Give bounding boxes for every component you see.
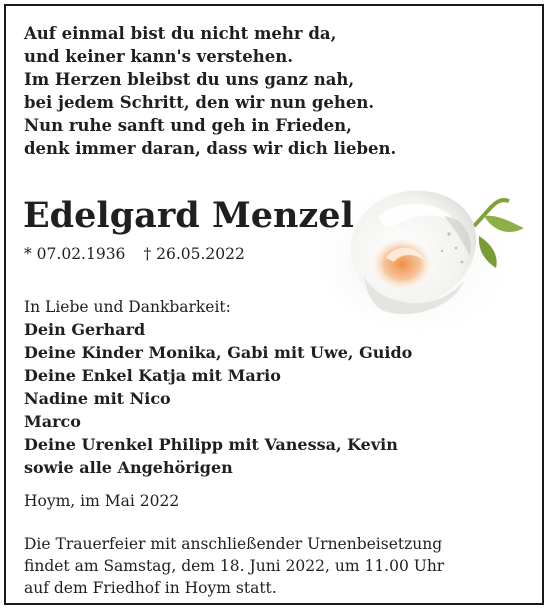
- white-rose-icon: [324, 156, 534, 334]
- poem-line: bei jedem Schritt, den wir nun gehen.: [24, 93, 375, 112]
- mourner-line: sowie alle Angehörigen: [24, 458, 233, 477]
- poem-line: denk immer daran, dass wir dich lieben.: [24, 139, 397, 158]
- deceased-name: Edelgard Menzel: [23, 195, 354, 236]
- service-notice: [24, 533, 444, 599]
- death-date: † 26.05.2022: [143, 245, 245, 263]
- life-dates: [24, 244, 245, 264]
- birth-date: * 07.02.1936: [24, 245, 126, 263]
- obituary-card: [4, 4, 544, 605]
- mourner-line: Deine Enkel Katja mit Mario: [24, 366, 281, 385]
- service-line: auf dem Friedhof in Hoym statt.: [24, 579, 277, 597]
- mourner-line: Marco: [24, 412, 81, 431]
- mourner-line: Nadine mit Nico: [24, 389, 171, 408]
- mourner-line: Deine Urenkel Philipp mit Vanessa, Kevin: [24, 435, 398, 454]
- poem-line: Nun ruhe sanft und geh in Frieden,: [24, 116, 352, 135]
- poem-line: und keiner kann's verstehen.: [24, 47, 294, 66]
- place-date: Hoym, im Mai 2022: [24, 492, 180, 510]
- poem-line: Auf einmal bist du nicht mehr da,: [24, 24, 337, 43]
- mourner-line: Deine Kinder Monika, Gabi mit Uwe, Guido: [24, 343, 413, 362]
- service-line: findet am Samstag, dem 18. Juni 2022, um 11.00 Uhr: [24, 557, 445, 575]
- thanks-intro: In Liebe und Dankbarkeit:: [24, 298, 231, 316]
- poem-line: Im Herzen bleibst du uns ganz nah,: [24, 70, 355, 89]
- mourners-list: [24, 318, 412, 479]
- memorial-poem: [24, 22, 396, 160]
- mourner-line: Dein Gerhard: [24, 320, 146, 339]
- service-line: Die Trauerfeier mit anschließender Urnenbeisetzung: [24, 535, 443, 553]
